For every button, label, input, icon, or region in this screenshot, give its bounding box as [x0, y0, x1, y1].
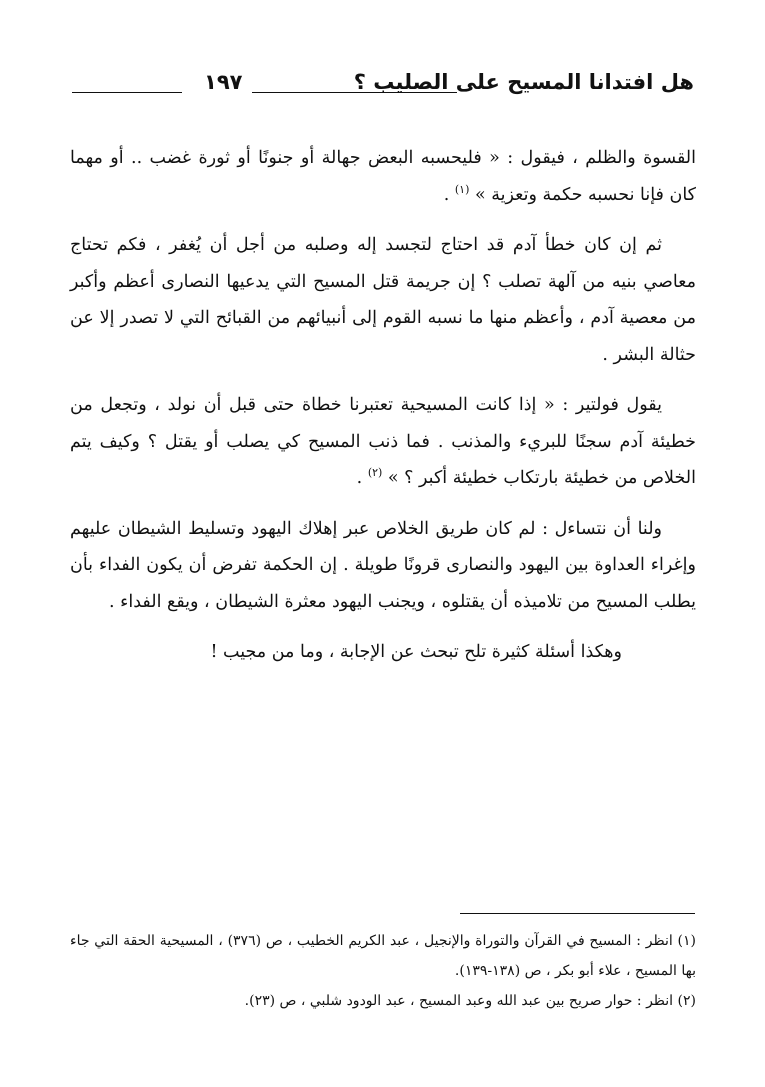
- paragraph: [70, 140, 696, 213]
- paragraph-text: القسوة والظلم ، فيقول : « فليحسبه البعض جهالة أو جنونًا أو ثورة غضب .. أو مهما كان فإنا نحسبه حكمة وتعزية »: [70, 148, 696, 205]
- footnote: (١) انظر : المسيح في القرآن والتوراة والإنجيل ، عبد الكريم الخطيب ، ص (٣٧٦) ، المسيحية الحقة التي جاء بها المسيح ، علاء أبو بكر ، ص (١٣٨-١٣٩).: [70, 933, 696, 979]
- paragraph: [70, 634, 696, 671]
- body-text: [70, 140, 696, 685]
- paragraph: [70, 227, 696, 373]
- paragraph-text: وهكذا أسئلة كثيرة تلح تبحث عن الإجابة ، وما من مجيب !: [210, 642, 622, 662]
- paragraph-text: ثم إن كان خطأ آدم قد احتاج لتجسد إله وصلبه من أجل أن يُغفر ، فكم تحتاج معاصي بنيه من آلهة تصلب ؟ إن جريمة قتل المسيح التي يدعيها النصارى أعظم وأكبر من معصية آدم ، وأعظم منها ما نسبه القوم إلى أنبيائهم من القبائح التي لا تصدر إلا عن حثالة البشر .: [70, 235, 696, 365]
- footnote-reference: (١): [454, 182, 470, 196]
- header-rule-short: [72, 92, 182, 93]
- running-header: [72, 66, 694, 102]
- header-rule: [252, 92, 457, 93]
- page-number: ١٩٧: [204, 70, 243, 94]
- paragraph-tail: .: [356, 468, 363, 488]
- footnote: (٢) انظر : حوار صريح بين عبد الله وعبد المسيح ، عبد الودود شلبي ، ص (٢٣).: [244, 993, 696, 1009]
- paragraph-text: يقول فولتير : « إذا كانت المسيحية تعتبرنا خطاة حتى قبل أن نولد ، وتجعل من خطيئة آدم سجنًا للبريء والمذنب . فما ذنب المسيح كي يصلب أو يقتل ؟ وكيف يتم الخلاص من خطيئة بارتكاب خطيئة أكبر ؟ »: [70, 395, 696, 488]
- paragraph: [70, 511, 696, 621]
- footnotes: [70, 926, 696, 1016]
- footnote-separator: [460, 913, 695, 914]
- paragraph: [70, 387, 696, 497]
- paragraph-text: ولنا أن نتساءل : لم كان طريق الخلاص عبر إهلاك اليهود وتسليط الشيطان عليهم وإغراء العداوة بين اليهود والنصارى قرونًا طويلة . إن الحكمة تفرض أن يكون الفداء بأن يطلب المسيح من تلاميذه أن يقتلوه ، ويجنب اليهود معثرة الشيطان ، ويقع الفداء .: [70, 518, 696, 612]
- paragraph-tail: .: [443, 184, 450, 205]
- running-header-title: هل افتدانا المسيح على الصليب ؟: [353, 70, 694, 94]
- footnote-reference: (٢): [367, 466, 383, 480]
